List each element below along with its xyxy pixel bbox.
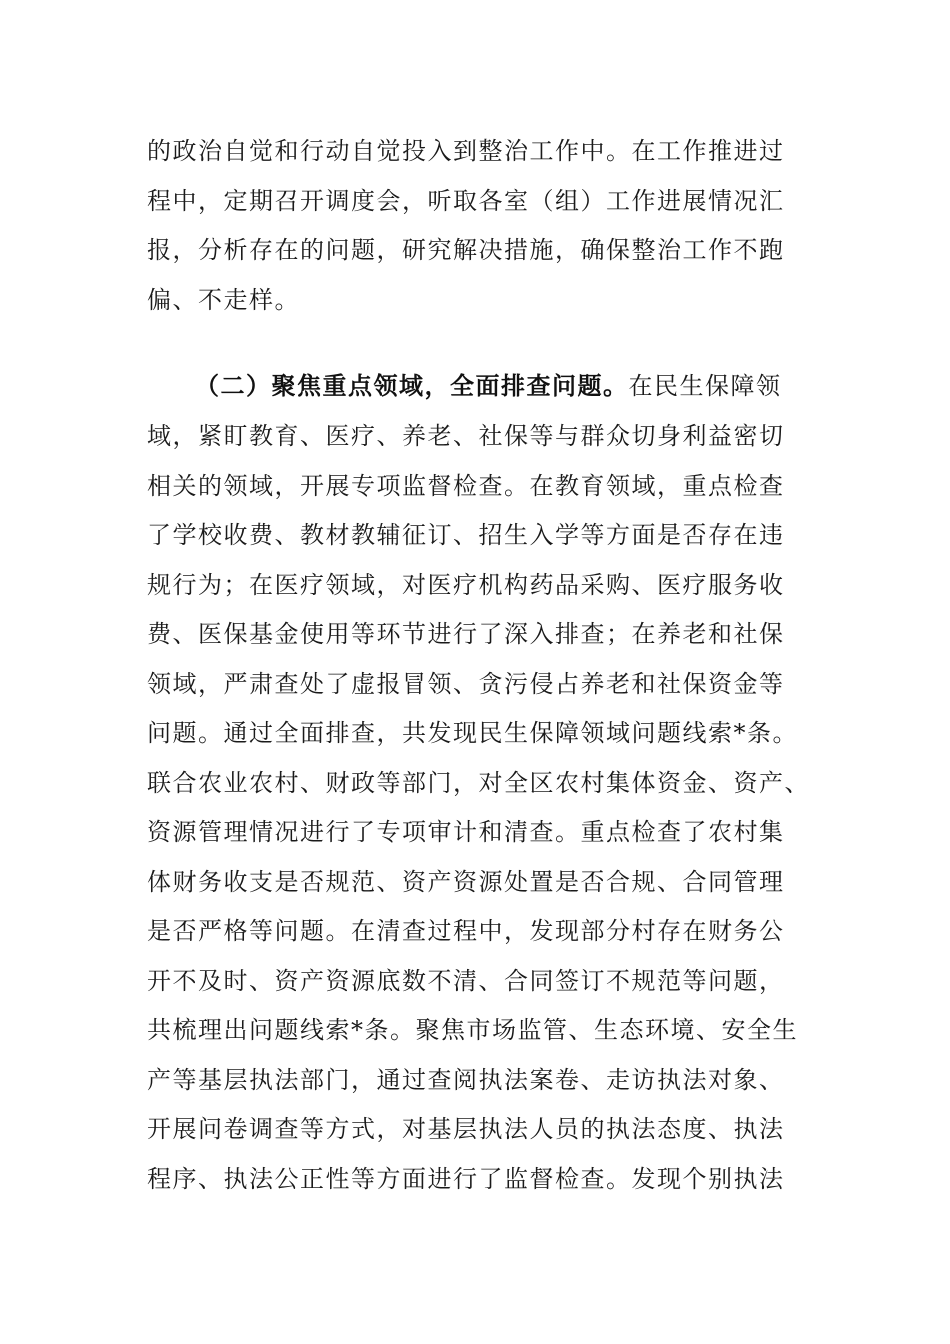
paragraph-2-line-14: 共梳理出问题线索*条。聚焦市场监管、生态环境、安全生 — [147, 1016, 798, 1044]
paragraph-2-line-13: 开不及时、资产资源底数不清、合同签订不规范等问题， — [147, 967, 785, 995]
paragraph-1-line-2: 程中，定期召开调度会，听取各室（组）工作进展情况汇 — [147, 187, 785, 215]
paragraph-2-line-7: 领域，严肃查处了虚报冒领、贪污侵占养老和社保资金等 — [147, 670, 785, 698]
paragraph-2-line-1 — [195, 366, 855, 406]
paragraph-2-line-17: 程序、执法公正性等方面进行了监督检查。发现个别执法 — [147, 1165, 785, 1193]
paragraph-2-line-5: 规行为；在医疗领域，对医疗机构药品采购、医疗服务收 — [147, 571, 785, 599]
paragraph-2-line-16: 开展问卷调查等方式，对基层执法人员的执法态度、执法 — [147, 1115, 785, 1143]
paragraph-2-line-1-text: 在民生保障领 — [628, 372, 782, 400]
paragraph-1-line-3: 报，分析存在的问题，研究解决措施，确保整治工作不跑 — [147, 236, 785, 264]
paragraph-1-line-4: 偏、不走样。 — [147, 286, 300, 314]
paragraph-2-line-6: 费、医保基金使用等环节进行了深入排查；在养老和社保 — [147, 620, 785, 648]
paragraph-2-line-11: 体财务收支是否规范、资产资源处置是否合规、合同管理 — [147, 868, 785, 896]
paragraph-2-line-15: 产等基层执法部门，通过查阅执法案卷、走访执法对象、 — [147, 1066, 785, 1094]
paragraph-2-line-4: 了学校收费、教材教辅征订、招生入学等方面是否存在违 — [147, 521, 785, 549]
paragraph-1-line-1: 的政治自觉和行动自觉投入到整治工作中。在工作推进过 — [147, 137, 785, 165]
paragraph-2-line-10: 资源管理情况进行了专项审计和清查。重点检查了农村集 — [147, 818, 785, 846]
paragraph-2-line-12: 是否严格等问题。在清查过程中，发现部分村存在财务公 — [147, 917, 785, 945]
paragraph-2-line-2: 域，紧盯教育、医疗、养老、社保等与群众切身利益密切 — [147, 422, 785, 450]
paragraph-2-line-8: 问题。通过全面排查，共发现民生保障领域问题线索*条。 — [147, 719, 798, 747]
section-heading: （二）聚焦重点领域，全面排查问题。 — [195, 372, 629, 400]
paragraph-2-line-3: 相关的领域，开展专项监督检查。在教育领域，重点检查 — [147, 472, 785, 500]
paragraph-2-line-9: 联合农业农村、财政等部门，对全区农村集体资金、资产、 — [147, 769, 810, 797]
